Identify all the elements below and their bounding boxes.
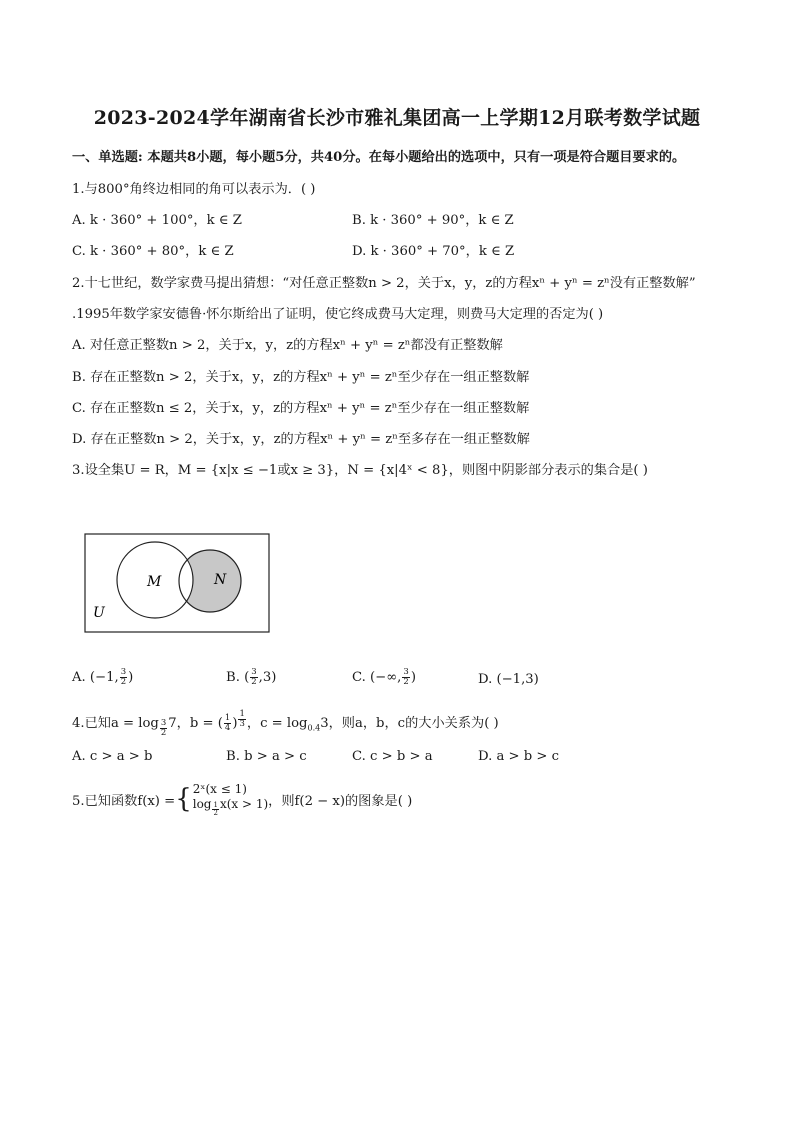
- q3-option-b-suffix: ,3): [258, 670, 277, 685]
- q1-option-a: A. k · 360° + 100°，k ∈ Z: [72, 213, 242, 228]
- q3-option-c: [352, 668, 416, 687]
- frac-num: 1: [239, 709, 245, 719]
- q3-option-b-fraction: [250, 668, 257, 687]
- q5-case-2: [193, 797, 268, 817]
- q5-case-2-tail: x(x > 1): [219, 797, 269, 811]
- q4-option-c: C. c > b > a: [352, 749, 433, 764]
- q4-option-b: B. b > a > c: [226, 749, 307, 764]
- frac-den: 4: [224, 722, 231, 733]
- q5-stem: [72, 782, 412, 817]
- q2-option-a: A. 对任意正整数n > 2，关于x，y，z的方程xⁿ + yⁿ = zⁿ都没有正整数解: [72, 338, 503, 353]
- q3-option-b-prefix: B. (: [226, 670, 250, 685]
- q4-c-log-arg: 3: [320, 715, 329, 731]
- q4-a-log: 4.已知a = log: [72, 715, 159, 731]
- q5-brace: {: [175, 784, 192, 815]
- q1-option-d: D. k · 360° + 70°，k ∈ Z: [352, 244, 515, 259]
- frac-num: 3: [160, 718, 167, 729]
- q5-case-2-log: log: [192, 797, 212, 811]
- venn-label-m: M: [147, 574, 162, 590]
- frac-den: 2: [160, 728, 167, 739]
- venn-label-u: U: [93, 605, 105, 621]
- q1-option-c: C. k · 360° + 80°，k ∈ Z: [72, 244, 234, 259]
- q3-option-c-suffix: ): [410, 670, 416, 685]
- q4-b-exponent: [238, 710, 245, 729]
- section-heading: 一、单选题: 本题共8小题，每小题5分，共40分。在每小题给出的选项中，只有一项是符合题目要求的。: [72, 150, 686, 165]
- q2-option-b: B. 存在正整数n > 2，关于x，y，z的方程xⁿ + yⁿ = zⁿ至少存在一组正整数解: [72, 370, 530, 385]
- venn-label-n: N: [214, 572, 227, 588]
- q5-case-1: 2ˣ(x ≤ 1): [192, 782, 247, 796]
- q2-option-c: C. 存在正整数n ≤ 2，关于x，y，z的方程xⁿ + yⁿ = zⁿ至少存在一组正整数解: [72, 401, 530, 416]
- q3-option-a: [72, 668, 133, 687]
- q5-function-label: 5.已知函数f(x) =: [72, 793, 176, 809]
- q2-option-d: D. 存在正整数n > 2，关于x，y，z的方程xⁿ + yⁿ = zⁿ至多存在一组正整数解: [72, 432, 530, 447]
- q5-stem-tail: ，则f(2 − x)的图象是( ): [268, 793, 413, 809]
- frac-den: 3: [239, 719, 245, 729]
- frac-num: 3: [403, 667, 409, 677]
- q4-a-log-arg: 7: [168, 715, 177, 731]
- frac-den: 2: [403, 677, 409, 687]
- q3-option-a-fraction: [120, 668, 127, 687]
- frac-num: 1: [224, 712, 231, 723]
- q5-cases: [193, 782, 268, 817]
- q3-option-c-fraction: [402, 668, 409, 687]
- q2-stem-line1: 2.十七世纪，数学家费马提出猜想：“对任意正整数n > 2，关于x，y，z的方程xⁿ + yⁿ = zⁿ没有正整数解”: [72, 276, 696, 291]
- q4-option-a: A. c > a > b: [72, 749, 153, 764]
- venn-diagram: [84, 533, 270, 633]
- q4-stem-tail: ，则a，b，c的大小关系为( ): [328, 715, 499, 731]
- q3-stem: 3.设全集U = R，M = {x|x ≤ −1或x ≥ 3}，N = {x|4ˣ < 8}，则图中阴影部分表示的集合是( ): [72, 463, 648, 478]
- q4-a-log-base: [160, 719, 167, 738]
- q1-option-b: B. k · 360° + 90°，k ∈ Z: [352, 213, 514, 228]
- q3-option-a-prefix: A. (−1,: [72, 670, 119, 685]
- q1-stem: 1.与800°角终边相同的角可以表示为．( ): [72, 182, 316, 197]
- frac-den: 2: [251, 677, 257, 687]
- q4-b-fraction: [224, 714, 231, 733]
- q4-b-open: ，b = (: [176, 715, 223, 731]
- frac-den: 2: [120, 677, 127, 687]
- q5-case-2-base: [212, 802, 218, 817]
- q2-stem-line2: .1995年数学家安德鲁·怀尔斯给出了证明，使它终成费马大定理，则费马大定理的否定为( ): [72, 307, 604, 322]
- q3-option-b: [226, 668, 276, 687]
- q4-c-log-base: 0.4: [307, 723, 321, 733]
- frac-den: 2: [213, 808, 218, 817]
- q4-b-close: ): [232, 715, 238, 731]
- q4-stem: [72, 710, 499, 738]
- q3-option-c-prefix: C. (−∞,: [352, 670, 402, 685]
- q4-c-log: ，c = log: [246, 715, 308, 731]
- frac-num: 1: [213, 800, 218, 809]
- q4-option-d: D. a > b > c: [478, 749, 560, 764]
- frac-num: 3: [120, 667, 127, 677]
- q3-option-a-suffix: ): [128, 670, 134, 685]
- q3-option-d: D. (−1,3): [478, 672, 539, 687]
- page-title: 2023-2024学年湖南省长沙市雅礼集团高一上学期12月联考数学试题: [93, 107, 701, 129]
- frac-num: 3: [251, 667, 257, 677]
